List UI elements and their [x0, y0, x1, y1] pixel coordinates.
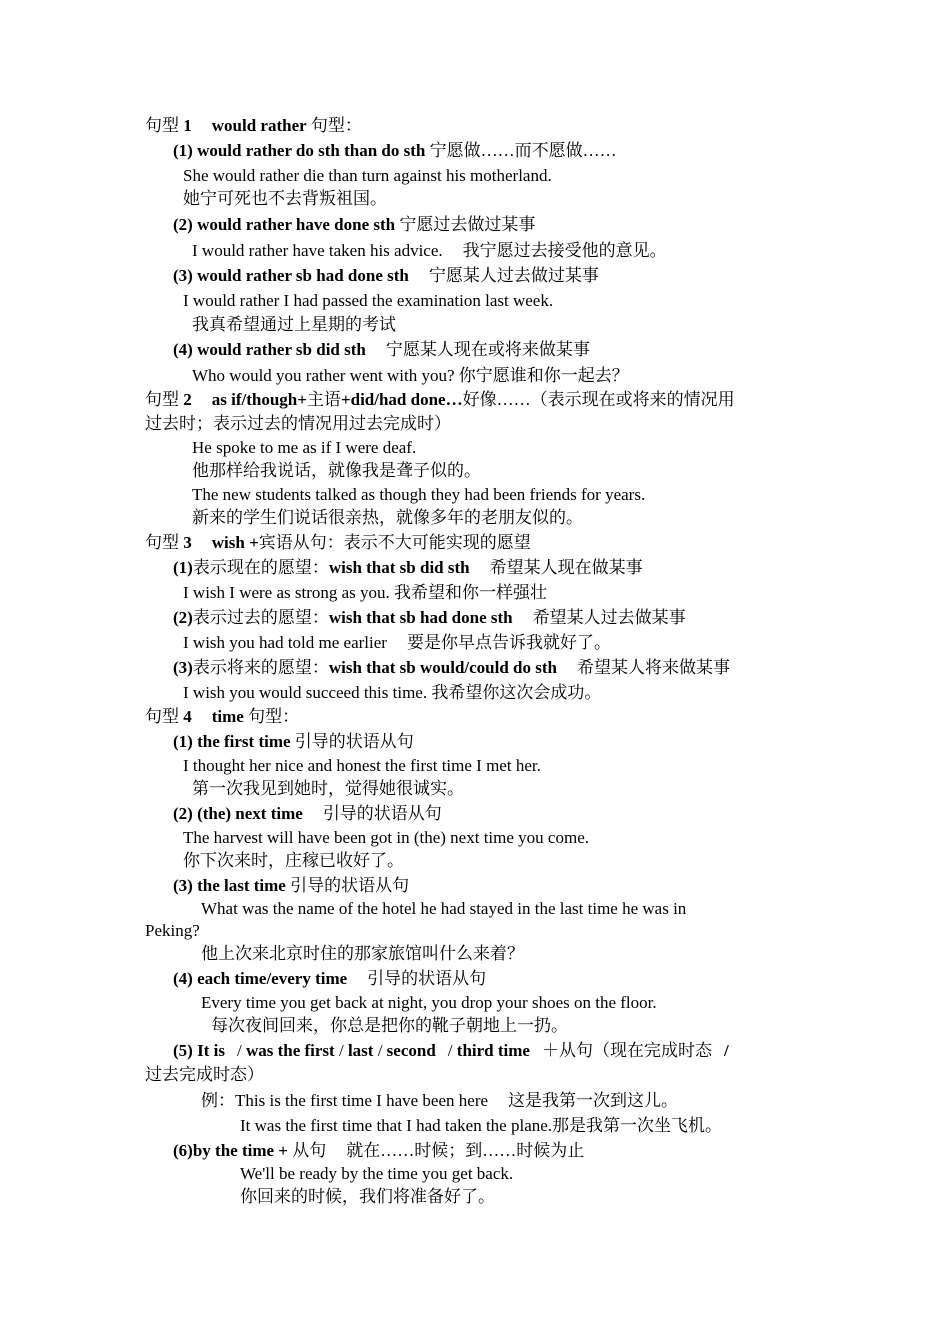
separator: /: [723, 1041, 729, 1060]
pattern-4-5-continued: 过去完成时态）: [145, 1065, 264, 1084]
pattern-4-3: [173, 875, 409, 897]
pattern-meaning: 引导的状语从句: [322, 804, 442, 823]
pattern-meaning: 宁愿某人过去做过某事: [428, 266, 599, 285]
example-english: I wish you had told me earlier: [183, 633, 387, 652]
pattern-number: (3): [173, 658, 193, 677]
pattern-text: last: [347, 1041, 374, 1060]
heading-meaning: 宾语从句：表示不大可能实现的愿望: [258, 533, 531, 552]
pattern-4-2: [173, 803, 442, 825]
example-english: I would rather I had passed the examination last week.: [183, 291, 554, 310]
pattern-text: wish that sb had done sth: [328, 608, 513, 627]
example-english: This is the first time I have been here: [235, 1091, 489, 1110]
pattern-text: (3) would rather sb had done sth: [173, 266, 409, 285]
example-english: She would rather die than turn against his motherland.: [183, 166, 552, 185]
pattern-text: wish that sb did sth: [328, 558, 470, 577]
pattern-text: (1) the first time: [173, 732, 291, 751]
section-2-heading: [145, 389, 735, 411]
example-english: Who would you rather went with you?: [192, 366, 455, 385]
heading-suffix: 句型：: [248, 707, 300, 726]
pattern-desc: 表示过去的愿望：: [192, 608, 329, 627]
example-english: Every time you get back at night, you drop your shoes on the floor.: [201, 993, 657, 1012]
heading-number: 1: [183, 116, 192, 135]
example-translation: 要是你早点告诉我就好了。: [406, 633, 611, 652]
section-1-heading: [145, 115, 362, 137]
pattern-text: wish that sb would/could do sth: [328, 658, 557, 677]
pattern-text: was the first: [245, 1041, 335, 1060]
example-translation: 每次夜间回来，你总是把你的靴子朝地上一扔。: [211, 1016, 568, 1035]
heading-meaning: 好像……（表示现在或将来的情况用: [462, 390, 735, 409]
pattern-meaning: 引导的状语从句: [294, 732, 414, 751]
pattern-3-3: [173, 657, 730, 679]
pattern-1-1: [173, 140, 617, 162]
example-translation: 我宁愿过去接受他的意见。: [462, 241, 667, 260]
example-line: It was the first time that I had taken the plane.那是我第一次坐飞机。: [240, 1116, 723, 1135]
heading-keyword: would rather: [211, 116, 307, 135]
heading-label: 句型: [145, 116, 179, 135]
pattern-4-4: [173, 968, 486, 990]
heading-keyword: as if/though+: [211, 390, 307, 409]
example-translation: 你下次来时，庄稼已收好了。: [183, 851, 404, 870]
example-translation: 他上次来北京时住的那家旅馆叫什么来着？: [201, 944, 524, 963]
example-english: The harvest will have been got in (the) next time you come.: [183, 828, 589, 847]
pattern-meaning: 希望某人将来做某事: [577, 658, 730, 677]
pattern-1-2: [173, 214, 535, 236]
example-line: [183, 582, 547, 604]
example-translation: 这是我第一次到这儿。: [508, 1091, 679, 1110]
pattern-4-6: [173, 1140, 584, 1162]
example-translation: 我希望和你一样强壮: [394, 583, 548, 602]
pattern-4-1: [173, 731, 414, 753]
section-3-heading: [145, 532, 531, 554]
example-english: We'll be ready by the time you get back.: [240, 1164, 514, 1183]
heading-keyword: time: [211, 707, 244, 726]
separator: /: [447, 1041, 453, 1060]
heading-label: 句型: [145, 390, 179, 409]
example-label: 例：: [201, 1091, 235, 1110]
section-2-heading-continued: 过去时；表示过去的情况用过去完成时）: [145, 414, 451, 433]
example-line: [192, 240, 667, 262]
example-english: He spoke to me as if I were deaf.: [192, 438, 417, 457]
heading-suffix: 句型：: [310, 116, 362, 135]
pattern-text: (3) the last time: [173, 876, 286, 895]
heading-verb: +did/had done…: [340, 390, 463, 409]
example-line: [183, 632, 611, 654]
heading-label: 句型: [145, 533, 179, 552]
pattern-text: (2) (the) next time: [173, 804, 303, 823]
pattern-text: second: [386, 1041, 436, 1060]
example-translation: 我真希望通过上星期的考试: [192, 315, 396, 334]
pattern-desc: 表示将来的愿望：: [192, 658, 329, 677]
pattern-meaning: 宁愿做……而不愿做……: [429, 141, 617, 160]
pattern-meaning: 希望某人过去做某事: [532, 608, 686, 627]
pattern-1-4: [173, 339, 590, 361]
example-english: I wish you would succeed this time.: [183, 683, 428, 702]
heading-number: 2: [183, 390, 192, 409]
example-english: I would rather have taken his advice.: [192, 241, 443, 260]
pattern-3-1: [173, 557, 643, 579]
pattern-desc: 从句: [292, 1141, 327, 1160]
separator: /: [338, 1041, 344, 1060]
pattern-1-3: [173, 265, 599, 287]
heading-label: 句型: [145, 707, 179, 726]
example-line: [201, 1090, 678, 1112]
example-english: The new students talked as though they had been friends for years.: [192, 485, 646, 504]
pattern-meaning: 宁愿某人现在或将来做某事: [385, 340, 590, 359]
pattern-number: (2): [173, 608, 193, 627]
example-english: What was the name of the hotel he had stayed in the last time he was in: [201, 899, 687, 918]
pattern-number: (1): [173, 558, 193, 577]
heading-subject: 主语: [306, 390, 341, 409]
example-translation: 第一次我见到她时，觉得她很诚实。: [192, 779, 464, 798]
example-translation: 你宁愿谁和你一起去？: [458, 366, 629, 385]
example-line: [192, 365, 629, 387]
separator: /: [236, 1041, 242, 1060]
example-translation: 他那样给我说话，就像我是聋子似的。: [192, 461, 481, 480]
separator: /: [377, 1041, 383, 1060]
example-english: I thought her nice and honest the first time I met her.: [183, 756, 541, 775]
pattern-text: (6)by the time +: [173, 1141, 288, 1160]
example-translation: 她宁可死也不去背叛祖国。: [183, 189, 387, 208]
heading-number: 3: [183, 533, 192, 552]
heading-number: 4: [183, 707, 192, 726]
pattern-meaning: 宁愿过去做过某事: [399, 215, 536, 234]
example-translation: 新来的学生们说话很亲热，就像多年的老朋友似的。: [192, 508, 583, 527]
pattern-3-2: [173, 607, 686, 629]
pattern-text: third time: [456, 1041, 530, 1060]
pattern-text: (5) It is: [173, 1041, 225, 1060]
pattern-meaning: 就在……时候；到……时候为止: [346, 1141, 585, 1160]
pattern-meaning: 引导的状语从句: [290, 876, 410, 895]
example-line: [183, 682, 601, 704]
section-4-heading: [145, 706, 299, 728]
example-translation: 我希望你这次会成功。: [431, 683, 602, 702]
heading-keyword: wish +: [211, 533, 259, 552]
pattern-meaning: ＋从句（现在完成时态: [541, 1041, 712, 1060]
pattern-text: (2) would rather have done sth: [173, 215, 396, 234]
pattern-text: (4) would rather sb did sth: [173, 340, 366, 359]
example-translation: 你回来的时候，我们将准备好了。: [240, 1187, 495, 1206]
pattern-text: (1) would rather do sth than do sth: [173, 141, 426, 160]
pattern-meaning: 希望某人现在做某事: [489, 558, 643, 577]
pattern-meaning: 引导的状语从句: [367, 969, 487, 988]
pattern-desc: 表示现在的愿望：: [192, 558, 329, 577]
example-english-continued: Peking?: [145, 921, 200, 940]
example-english: I wish I were as strong as you.: [183, 583, 390, 602]
pattern-text: (4) each time/every time: [173, 969, 348, 988]
pattern-4-5: [173, 1040, 729, 1062]
